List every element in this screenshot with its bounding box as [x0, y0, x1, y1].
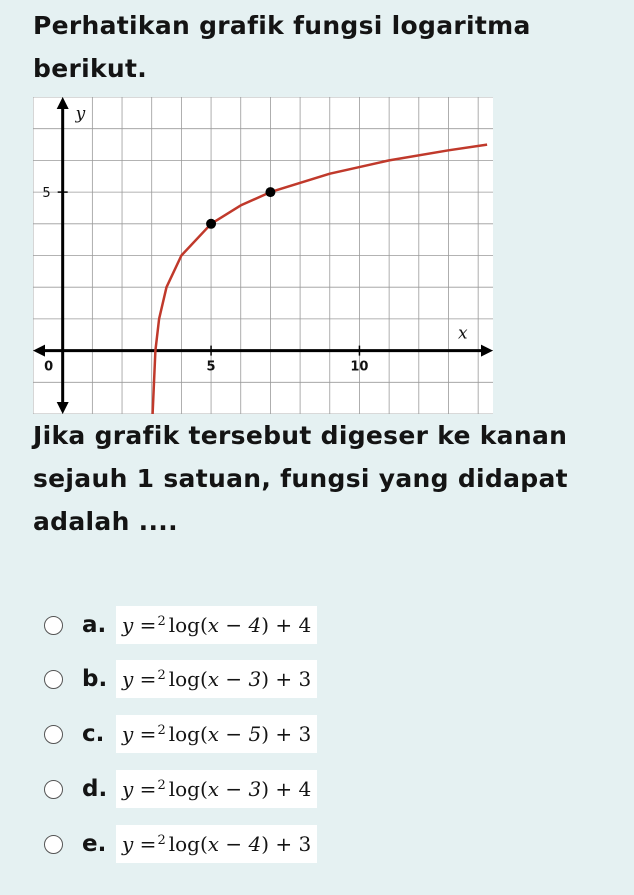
log-argument: x − 3: [207, 667, 262, 691]
log-graph: [33, 97, 493, 414]
option-c[interactable]: [44, 714, 404, 754]
constant-term: 3: [298, 667, 312, 691]
option-letter: e.: [82, 831, 107, 857]
question-body: Jika grafik tersebut digeser ke kanan sejauh 1 satuan, fungsi yang didapat adalah ....: [33, 421, 568, 536]
option-letter: d.: [82, 776, 108, 802]
y-axis-label: y: [75, 104, 86, 124]
curve-point: [265, 187, 275, 197]
y-axis-arrow-down: [57, 402, 69, 414]
option-d[interactable]: [44, 769, 404, 809]
log-argument: x − 4: [207, 832, 262, 856]
y-axis-arrow-up: [57, 97, 69, 109]
radio-button-c[interactable]: [44, 725, 63, 744]
option-formula: y = $^2$ log( x − 3 ) + 3: [116, 660, 317, 698]
option-letter: a.: [82, 612, 107, 638]
log-base: 2: [157, 777, 166, 793]
question-intro: Perhatikan grafik fungsi logaritma berikut.: [33, 11, 531, 83]
log-graph-svg: [33, 97, 493, 414]
radio-button-d[interactable]: [44, 780, 63, 799]
constant-term: 4: [298, 777, 312, 801]
radio-button-a[interactable]: [44, 616, 63, 635]
curve-point: [206, 219, 216, 229]
x-tick-label: 0: [44, 359, 54, 375]
x-tick-label: 5: [206, 359, 216, 375]
constant-term: 3: [298, 722, 312, 746]
x-axis-arrow-left: [33, 345, 45, 357]
option-formula: y = $^2$ log( x − 5 ) + 3: [116, 715, 317, 753]
y-tick-label: 5: [42, 186, 51, 202]
constant-term: 3: [298, 832, 312, 856]
radio-button-b[interactable]: [44, 670, 63, 689]
log-base: 2: [157, 667, 166, 683]
log-argument: x − 5: [207, 722, 262, 746]
option-formula: y = $^2$ log( x − 4 ) + 4: [116, 606, 317, 644]
x-axis-arrow-right: [481, 345, 493, 357]
log-base: 2: [157, 613, 166, 629]
constant-term: 4: [298, 613, 312, 637]
option-formula: y = $^2$ log( x − 3 ) + 4: [116, 770, 317, 808]
log-argument: x − 3: [207, 777, 262, 801]
log-curve: [153, 145, 488, 414]
log-argument: x − 4: [207, 613, 262, 637]
option-formula: y = $^2$ log( x − 4 ) + 3: [116, 825, 317, 863]
option-letter: b.: [82, 666, 108, 692]
x-tick-label: 10: [350, 359, 369, 375]
option-b[interactable]: [44, 659, 404, 699]
log-base: 2: [157, 722, 166, 738]
log-base: 2: [157, 832, 166, 848]
option-letter: c.: [82, 721, 105, 747]
x-axis-label: x: [458, 323, 468, 344]
option-a[interactable]: [44, 605, 404, 645]
option-e[interactable]: [44, 824, 404, 864]
radio-button-e[interactable]: [44, 835, 63, 854]
